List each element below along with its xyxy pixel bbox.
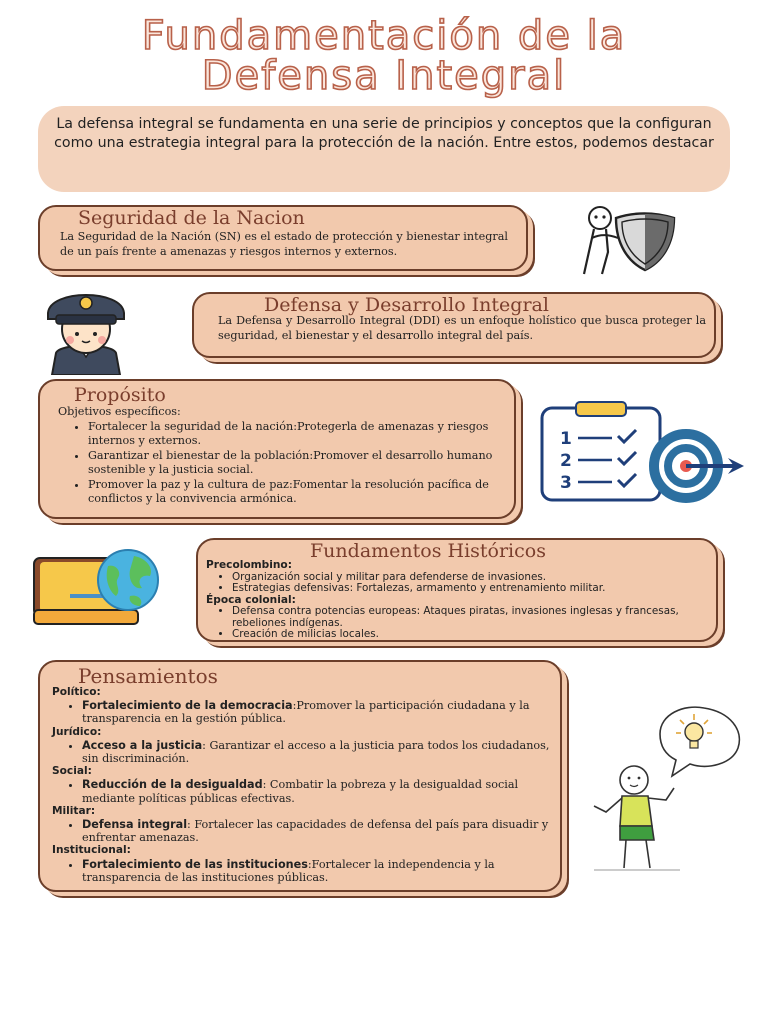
pensamientos-item-text: : Fortalecer las capacidades de defensa del país para disuadir y enfrentar amenazas. xyxy=(82,818,549,845)
pensamientos-item-bold: Fortalecimiento de las instituciones xyxy=(82,857,308,871)
pensamientos-heading: Militar: xyxy=(52,804,96,817)
pensamientos-list xyxy=(52,739,558,765)
historicos-item: • Organización social y militar para defenderse de invasiones. xyxy=(232,572,711,584)
historicos-item: • Defensa contra potencias europeas: Ataques piratas, invasiones inglesas y francesas, rebeliones indígenas. xyxy=(232,606,711,629)
pensamientos-item-bold: Acceso a la justicia xyxy=(82,738,203,752)
pensamientos-item-bold: Fortalecimiento de la democracia xyxy=(82,699,293,713)
pensamientos-body xyxy=(52,686,558,884)
pensamientos-item-text: :Promover la participación ciudadana y la transparencia en la gestión pública. xyxy=(82,699,530,726)
pensamientos-list xyxy=(52,818,558,844)
pensamientos-card xyxy=(38,660,562,892)
seguridad-title: Seguridad de la Nacion xyxy=(78,207,305,229)
seguridad-text: La Seguridad de la Nación (SN) es el estado de protección y bienestar integral de un país frente a amenazas y riesgos internos y externos. xyxy=(60,230,508,258)
pensamientos-item-bold: Defensa integral xyxy=(82,818,188,832)
pensamientos-list xyxy=(52,778,558,804)
historicos-heading: Época colonial: xyxy=(206,593,296,606)
checklist-number: 3 xyxy=(560,473,572,493)
pensamientos-list xyxy=(52,858,558,884)
proposito-list xyxy=(58,420,508,507)
thinking-person-lightbulb-icon xyxy=(580,700,750,878)
proposito-card xyxy=(38,379,516,519)
proposito-title: Propósito xyxy=(74,384,166,406)
historicos-item: • Estrategias defensivas: Fortalezas, armamento y entrenamiento militar. xyxy=(232,583,711,595)
checklist-number: 2 xyxy=(560,451,572,471)
checklist-number: 1 xyxy=(560,429,572,449)
pensamientos-list xyxy=(52,699,558,725)
historicos-item: • Creación de milicias locales. xyxy=(232,629,711,641)
proposito-item: • Fortalecer la seguridad de la nación:Protegerla de amenazas y riesgos internos y externos. xyxy=(88,420,508,449)
pensamientos-item xyxy=(82,818,558,844)
proposito-item: • Garantizar el bienestar de la población:Promover el desarrollo humano sostenible y la justicia social. xyxy=(88,449,508,478)
page-title-line2: Defensa Integral xyxy=(201,53,567,99)
pensamientos-item xyxy=(82,778,558,804)
historicos-list xyxy=(206,572,711,595)
shield-icon xyxy=(578,204,698,280)
pensamientos-item-text: : Garantizar el acceso a la justicia para todos los ciudadanos, sin discriminación. xyxy=(82,738,550,766)
defensa-text: La Defensa y Desarrollo Integral (DDI) es un enfoque holístico que busca proteger la seguridad, el bienestar y el desarrollo integral del país. xyxy=(218,314,706,342)
globe-book-icon xyxy=(30,546,178,630)
pensamientos-item xyxy=(82,739,558,765)
proposito-intro: Objetivos específicos: xyxy=(58,405,181,418)
historicos-body xyxy=(206,560,711,641)
historicos-heading: Precolombino: xyxy=(206,559,292,571)
page-title-line1: Fundamentación de la xyxy=(141,13,627,59)
pensamientos-item-text: :Fortalecer la independencia y la transparencia de las instituciones públicas. xyxy=(82,857,495,884)
pensamientos-item-text: : Combatir la pobreza y la desigualdad social mediante políticas públicas efectivas. xyxy=(82,778,519,805)
historicos-title: Fundamentos Históricos xyxy=(310,540,546,562)
pensamientos-item xyxy=(82,699,558,725)
defensa-card xyxy=(192,292,716,358)
pensamientos-heading: Institucional: xyxy=(52,844,131,857)
police-officer-icon xyxy=(30,283,142,375)
pensamientos-title: Pensamientos xyxy=(78,664,218,688)
seguridad-card xyxy=(38,205,528,271)
historicos-card xyxy=(196,538,718,642)
pensamientos-heading: Social: xyxy=(52,765,92,778)
intro-box: La defensa integral se fundamenta en una serie de principios y conceptos que la configuran como una estrategia integral para la protección de la nación. Entre estos, podemos destacar xyxy=(38,106,730,192)
pensamientos-item-bold: Reducción de la desigualdad xyxy=(82,778,263,792)
checklist-target-icon xyxy=(538,400,750,504)
proposito-item: • Promover la paz y la cultura de paz:Fomentar la resolución pacífica de conflictos y la convivencia armónica. xyxy=(88,478,508,507)
defensa-title: Defensa y Desarrollo Integral xyxy=(264,294,549,316)
proposito-body xyxy=(58,405,508,507)
pensamientos-heading: Político: xyxy=(52,686,101,698)
pensamientos-heading: Jurídico: xyxy=(52,725,102,738)
historicos-list xyxy=(206,606,711,641)
pensamientos-item xyxy=(82,858,558,884)
